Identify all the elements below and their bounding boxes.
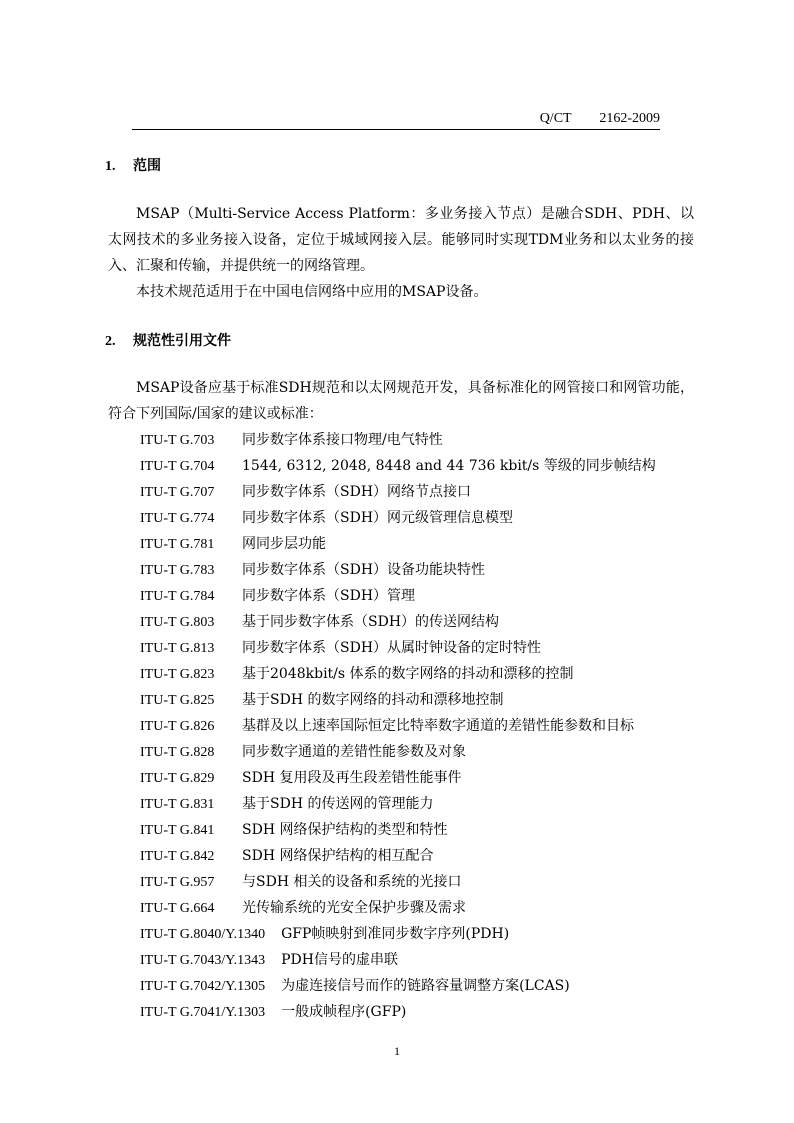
section-2-number: 2. <box>105 334 116 349</box>
reference-item <box>140 973 656 999</box>
reference-item <box>140 479 656 505</box>
reference-code: ITU-T G.829 <box>140 771 215 786</box>
section-1-paragraph-1: MSAP（Multi-Service Access Platform：多业务接入节点）是融合SDH、PDH、以太网技术的多业务接入设备，定位于城域网接入层。能够同时实现TDM业务和以太业务的接入、汇聚和传输，并提供统一的网络管理。 <box>108 206 694 274</box>
reference-title: 同步数字通道的差错性能参数及对象 <box>242 744 466 760</box>
reference-item <box>140 609 656 635</box>
reference-item <box>140 947 656 973</box>
reference-code: ITU-T G.803 <box>140 615 215 630</box>
reference-code: ITU-T G.781 <box>140 537 215 552</box>
reference-title: 基于SDH 的传送网的管理能力 <box>242 796 434 812</box>
reference-code: ITU-T G.831 <box>140 797 215 812</box>
reference-code: ITU-T G.7043/Y.1343 <box>140 953 266 968</box>
reference-item <box>140 531 656 557</box>
reference-code: ITU-T G.774 <box>140 511 215 526</box>
reference-code: ITU-T G.813 <box>140 641 215 656</box>
reference-code: ITU-T G.842 <box>140 849 215 864</box>
reference-code: ITU-T G.828 <box>140 745 215 760</box>
reference-code: ITU-T G.707 <box>140 485 215 500</box>
reference-title: 为虚连接信号而作的链路容量调整方案(LCAS) <box>281 978 570 994</box>
reference-title: 同步数字体系（SDH）网元级管理信息模型 <box>242 510 514 526</box>
reference-item <box>140 661 656 687</box>
reference-item <box>140 843 656 869</box>
reference-code: ITU-T G.664 <box>140 901 215 916</box>
reference-code: ITU-T G.841 <box>140 823 215 838</box>
section-1-title: 范围 <box>133 158 161 174</box>
reference-code: ITU-T G.826 <box>140 719 215 734</box>
page-header <box>132 111 660 130</box>
reference-list <box>140 427 656 1025</box>
section-1-number: 1. <box>105 159 116 174</box>
reference-code: ITU-T G.7042/Y.1305 <box>140 979 266 994</box>
reference-title: 基于2048kbit/s 体系的数字网络的抖动和漂移的控制 <box>242 666 574 682</box>
reference-title: SDH 复用段及再生段差错性能事件 <box>242 770 462 786</box>
reference-code: ITU-T G.783 <box>140 563 215 578</box>
reference-code: ITU-T G.784 <box>140 589 215 604</box>
reference-item <box>140 895 656 921</box>
reference-title: 网同步层功能 <box>242 536 326 552</box>
reference-item <box>140 817 656 843</box>
reference-item <box>140 687 656 713</box>
reference-title: SDH 网络保护结构的类型和特性 <box>242 822 448 838</box>
reference-item <box>140 635 656 661</box>
reference-item <box>140 765 656 791</box>
section-2-heading <box>105 330 231 350</box>
reference-code: ITU-T G.703 <box>140 433 215 448</box>
reference-item <box>140 739 656 765</box>
reference-item <box>140 999 656 1025</box>
section-2-intro: MSAP设备应基于标准SDH规范和以太网规范开发，具备标准化的网管接口和网管功能，符合下列国际/国家的建议或标准： <box>108 380 694 422</box>
reference-title: 同步数字体系接口物理/电气特性 <box>242 432 443 448</box>
reference-title: GFP帧映射到准同步数字序列(PDH) <box>281 926 510 942</box>
reference-code: ITU-T G.957 <box>140 875 215 890</box>
reference-item <box>140 713 656 739</box>
reference-title: 同步数字体系（SDH）网络节点接口 <box>242 484 472 500</box>
reference-title: 同步数字体系（SDH）从属时钟设备的定时特性 <box>242 640 542 656</box>
section-2-title: 规范性引用文件 <box>133 333 231 349</box>
reference-item <box>140 921 656 947</box>
reference-title: 基于SDH 的数字网络的抖动和漂移地控制 <box>242 692 504 708</box>
reference-title: 光传输系统的光安全保护步骤及需求 <box>242 900 466 916</box>
document-code: Q/CT 2162-2009 <box>539 111 660 126</box>
reference-item <box>140 583 656 609</box>
reference-title: SDH 网络保护结构的相互配合 <box>242 848 434 864</box>
reference-item <box>140 869 656 895</box>
reference-title: 同步数字体系（SDH）管理 <box>242 588 416 604</box>
reference-title: 基群及以上速率国际恒定比特率数字通道的差错性能参数和目标 <box>242 718 634 734</box>
section-1-paragraph-2: 本技术规范适用于在中国电信网络中应用的MSAP设备。 <box>136 284 488 300</box>
reference-title: 同步数字体系（SDH）设备功能块特性 <box>242 562 486 578</box>
reference-item <box>140 427 656 453</box>
reference-code: ITU-T G.8040/Y.1340 <box>140 927 266 942</box>
reference-code: ITU-T G.825 <box>140 693 215 708</box>
reference-title: 基于同步数字体系（SDH）的传送网结构 <box>242 614 500 630</box>
reference-title: 一般成帧程序(GFP) <box>281 1004 407 1020</box>
reference-code: ITU-T G.7041/Y.1303 <box>140 1005 266 1020</box>
section-1-heading <box>105 155 161 175</box>
reference-code: ITU-T G.704 <box>140 459 215 474</box>
reference-item <box>140 557 656 583</box>
reference-code: ITU-T G.823 <box>140 667 215 682</box>
reference-title: 1544, 6312, 2048, 8448 and 44 736 kbit/s 等级的同步帧结构 <box>242 458 656 474</box>
page-number: 1 <box>394 1044 400 1058</box>
reference-item <box>140 505 656 531</box>
reference-item <box>140 791 656 817</box>
reference-title: PDH信号的虚串联 <box>281 952 398 968</box>
reference-item <box>140 453 656 479</box>
reference-title: 与SDH 相关的设备和系统的光接口 <box>242 874 462 890</box>
